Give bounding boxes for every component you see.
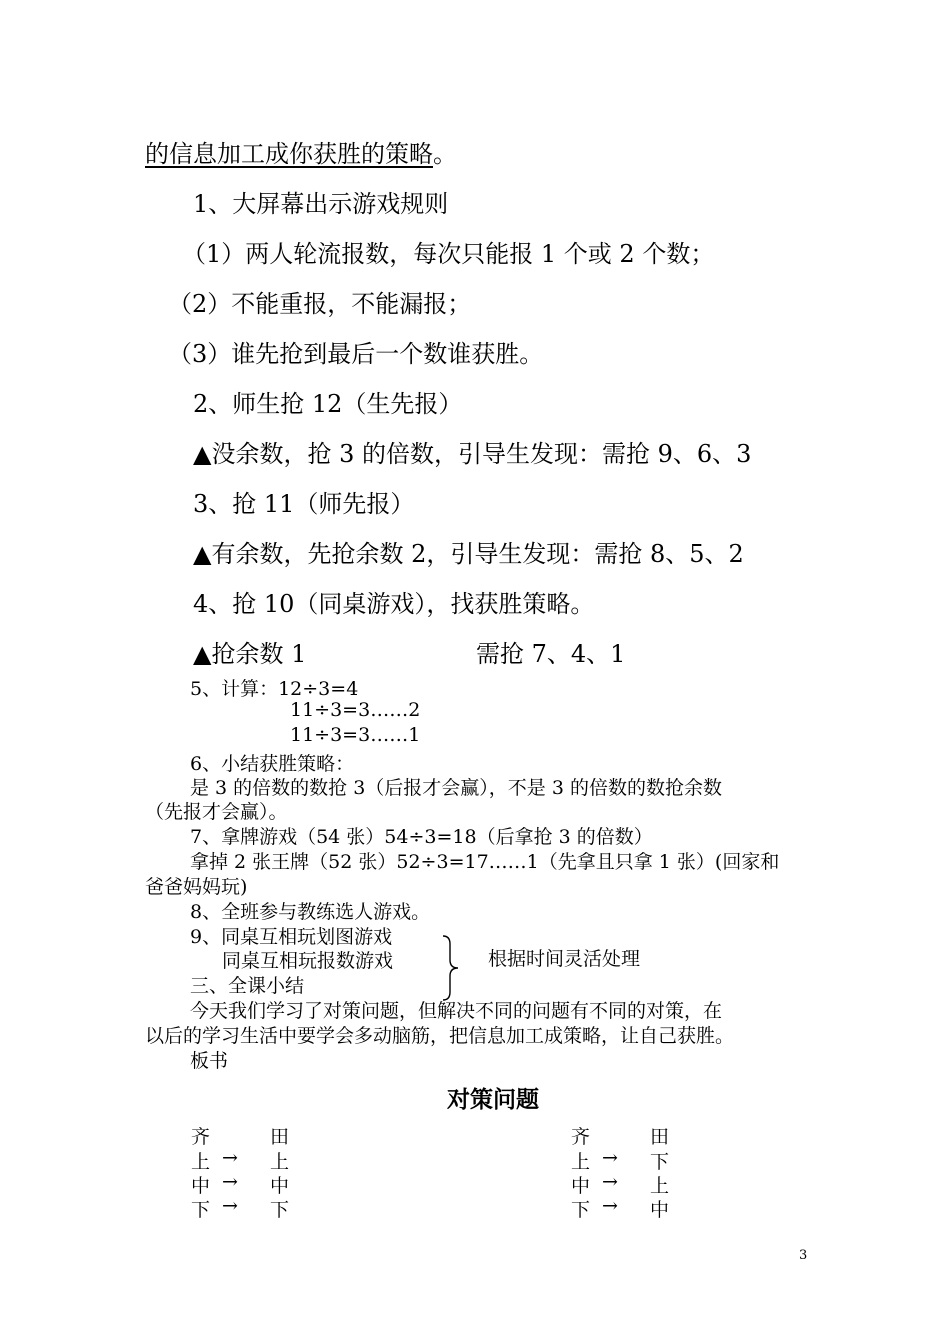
right-row2-tian: 上: [650, 1175, 670, 1197]
item-9b: 同桌互相玩报数游戏: [222, 950, 394, 972]
right-row1-qi: 上: [571, 1151, 591, 1173]
triangle-note-3a: ▲抢余数 1: [193, 640, 307, 668]
brace-note: 根据时间灵活处理: [488, 948, 641, 970]
step-2: 2、师生抢 12（生先报）: [193, 390, 463, 418]
left-row3-tian: 下: [270, 1199, 290, 1221]
rule-2: （2）不能重报，不能漏报；: [168, 290, 472, 318]
right-row3-qi: 下: [571, 1199, 591, 1221]
card-game-line-1: 7、拿牌游戏（54 张）54÷3=18（后拿抢 3 的倍数）: [190, 826, 653, 848]
left-row2-qi: 中: [191, 1175, 211, 1197]
step-4: 4、抢 10（同桌游戏），找获胜策略。: [193, 590, 595, 618]
right-row3-tian: 中: [650, 1199, 670, 1221]
arrow-right-icon: →: [602, 1195, 618, 1217]
right-header-tian: 田: [650, 1126, 670, 1148]
right-row1-tian: 下: [650, 1151, 670, 1173]
curly-brace: [440, 934, 462, 1002]
arrow-right-icon: →: [222, 1171, 238, 1193]
left-header-qi: 齐: [191, 1126, 211, 1148]
triangle-note-2: ▲有余数，先抢余数 2，引导生发现：需抢 8、5、2: [193, 540, 744, 568]
summary-line-2: （先报才会赢）。: [145, 801, 288, 823]
conclusion-line-2: 以后的学习生活中要学会多动脑筋，把信息加工成策略，让自己获胜。: [145, 1025, 735, 1047]
triangle-note-1: ▲没余数，抢 3 的倍数，引导生发现：需抢 9、6、3: [193, 440, 752, 468]
conclusion-line-1: 今天我们学习了对策问题，但解决不同的问题有不同的对策，在: [190, 1000, 723, 1022]
left-row1-tian: 上: [270, 1151, 290, 1173]
calc-line-3: 11÷3=3……1: [290, 724, 421, 746]
arrow-right-icon: →: [602, 1147, 618, 1169]
left-row2-tian: 中: [270, 1175, 290, 1197]
right-header-qi: 齐: [571, 1126, 591, 1148]
calc-line-1: 5、计算：12÷3=4: [190, 678, 359, 700]
card-game-line-3: 爸爸妈妈玩): [145, 876, 248, 898]
section-3-title: 三、全课小结: [190, 975, 305, 997]
arrow-right-icon: →: [602, 1171, 618, 1193]
left-header-tian: 田: [270, 1126, 290, 1148]
intro-underlined-text: 的信息加工成你获胜的策略: [145, 140, 433, 168]
step-3: 3、抢 11（师先报）: [193, 490, 415, 518]
rule-3: （3）谁先抢到最后一个数谁获胜。: [168, 340, 544, 368]
rules-title: 1、大屏幕出示游戏规则: [193, 190, 449, 218]
summary-line-1: 是 3 的倍数的数抢 3（后报才会赢），不是 3 的倍数的数抢余数: [190, 777, 722, 799]
left-row1-qi: 上: [191, 1151, 211, 1173]
intro-line: [145, 134, 457, 169]
triangle-note-3b: 需抢 7、4、1: [476, 640, 626, 668]
arrow-right-icon: →: [222, 1147, 238, 1169]
page-number: 3: [799, 1248, 808, 1263]
intro-end: 。: [433, 140, 457, 168]
item-8: 8、全班参与教练选人游戏。: [190, 901, 431, 923]
summary-title: 6、小结获胜策略：: [190, 753, 355, 775]
item-9a: 9、同桌互相玩划图游戏: [190, 926, 393, 948]
left-row3-qi: 下: [191, 1199, 211, 1221]
board-label: 板书: [190, 1050, 229, 1072]
arrow-right-icon: →: [222, 1195, 238, 1217]
right-row2-qi: 中: [571, 1175, 591, 1197]
board-title: 对策问题: [447, 1087, 539, 1113]
rule-1: （1）两人轮流报数，每次只能报 1 个或 2 个数；: [182, 240, 715, 268]
card-game-line-2: 拿掉 2 张王牌（52 张）52÷3=17……1（先拿且只拿 1 张）(回家和: [190, 851, 780, 873]
calc-line-2: 11÷3=3……2: [290, 699, 421, 721]
